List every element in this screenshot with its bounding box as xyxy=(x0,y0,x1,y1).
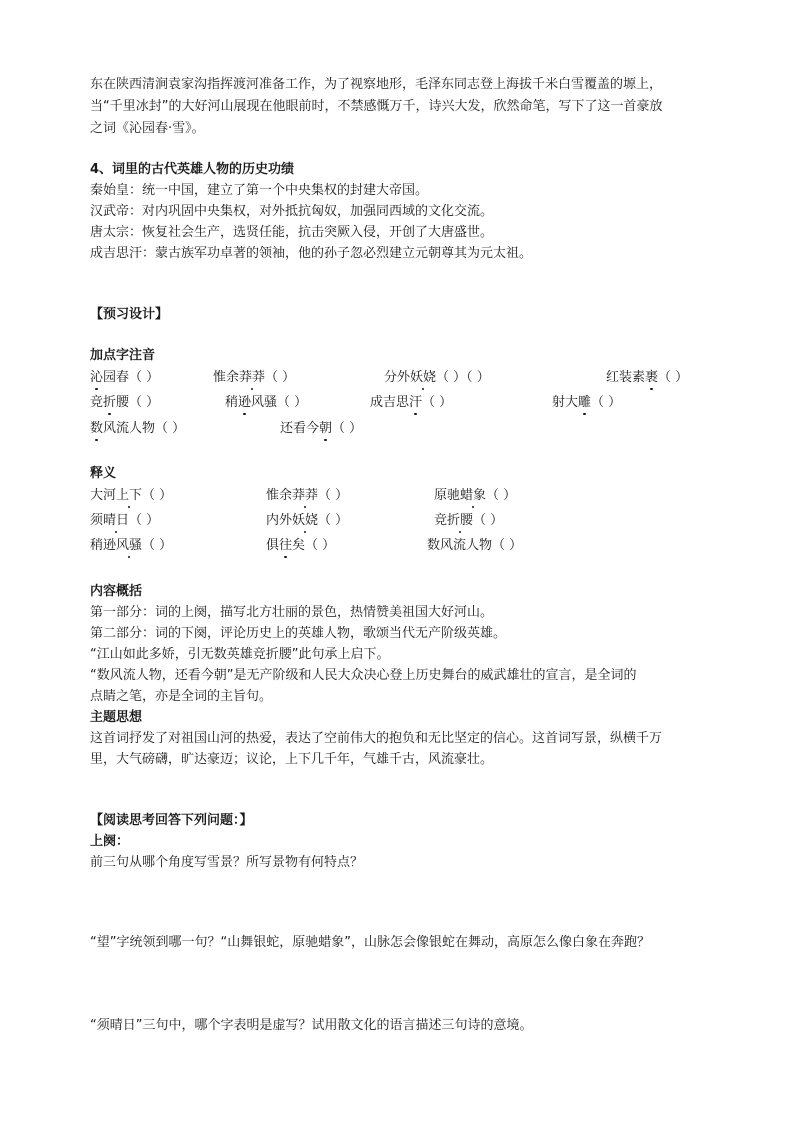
meaning-item: 惟余莽莽（ ） xyxy=(266,488,349,503)
pinyin-item: 射大雕（ ） xyxy=(552,395,622,410)
reading-question: “须晴日”三句中，哪个字表明是虚写？试用散文化的语言描述三句诗的意境。 xyxy=(90,1018,533,1033)
meaning-item: 原驰蜡象（ ） xyxy=(434,488,517,503)
hero-item: 唐太宗：恢复社会生产，选贤任能，抗击突厥入侵，开创了大唐盛世。 xyxy=(90,225,494,240)
summary-line: “江山如此多娇，引无数英雄竞折腰”此句承上启下。 xyxy=(90,647,390,662)
reading-part-label: 上阕： xyxy=(90,834,130,849)
meaning-item: 大河上下（ ） xyxy=(90,488,173,503)
theme-line: 里，大气磅礴，旷达豪迈；议论，上下几千年，气雄千古，风流豪壮。 xyxy=(90,752,494,767)
reading-question: “望”字统领到哪一句？“山舞银蛇，原驰蜡象”，山脉怎会像银蛇在舞动，高原怎么像白象在奔跑？ xyxy=(90,935,650,950)
meaning-item: 竞折腰（ ） xyxy=(434,513,504,528)
reading-heading: 【阅读思考回答下列问题：】 xyxy=(90,813,253,828)
pinyin-item: 成吉思汗（ ） xyxy=(370,395,453,410)
pinyin-item: 稍逊风骚（ ） xyxy=(225,395,308,410)
theme-line: 这首词抒发了对祖国山河的热爱，表达了空前伟大的抱负和无比坚定的信心。这首词写景，纵横千万 xyxy=(90,731,663,746)
summary-line: “数风流人物，还看今朝”是无产阶级和人民大众决心登上历史舞台的威武雄壮的宣言，是全词的 xyxy=(90,668,637,683)
pinyin-item: 沁园春（ ） xyxy=(90,370,160,385)
meaning-item: 俱往矣（ ） xyxy=(266,538,336,553)
intro-line-1: 东在陕西清涧袁家沟指挥渡河准备工作，为了视察地形，毛泽东同志登上海拔千米白雪覆盖的塬上， xyxy=(90,77,663,92)
pinyin-item: 数风流人物（ ） xyxy=(90,421,186,436)
hero-item: 秦始皇：统一中国，建立了第一个中央集权的封建大帝国。 xyxy=(90,183,429,198)
pinyin-item: 红装素裹（ ） xyxy=(606,370,689,385)
hero-item: 成吉思汗：蒙古族军功卓著的领袖，他的孙子忽必烈建立元朝尊其为元太祖。 xyxy=(90,246,533,261)
intro-line-3: 之词《沁园春·雪》。 xyxy=(90,121,205,136)
preview-heading: 【预习设计】 xyxy=(90,307,169,322)
meaning-item: 须晴日（ ） xyxy=(90,513,160,528)
pinyin-heading: 加点字注音 xyxy=(90,348,156,363)
reading-question: 前三句从哪个角度写雪景？所写景物有何特点？ xyxy=(90,855,364,870)
pinyin-item: 竞折腰（ ） xyxy=(90,395,160,410)
intro-line-2: 当“千里冰封”的大好河山展现在他眼前时，不禁感慨万千，诗兴大发，欣然命笔，写下了这一首豪放 xyxy=(90,99,663,114)
hero-item: 汉武帝：对内巩固中央集权，对外抵抗匈奴，加强同西域的文化交流。 xyxy=(90,204,494,219)
meaning-item: 数风流人物（ ） xyxy=(427,538,523,553)
meaning-item: 内外妖娆（ ） xyxy=(266,513,349,528)
heroes-heading: 4、词里的古代英雄人物的历史功绩 xyxy=(90,162,295,177)
meaning-heading: 释义 xyxy=(90,466,117,481)
summary-heading: 内容概括 xyxy=(90,584,143,599)
summary-line: 第一部分：词的上阕，描写北方壮丽的景色，热情赞美祖国大好河山。 xyxy=(90,605,494,620)
theme-heading: 主题思想 xyxy=(90,710,143,725)
summary-line: 第二部分：词的下阕，评论历史上的英雄人物，歌颂当代无产阶级英雄。 xyxy=(90,626,507,641)
pinyin-item: 分外妖娆（ ）（ ） xyxy=(384,370,490,385)
meaning-item: 稍逊风骚（ ） xyxy=(90,538,173,553)
summary-line: 点睛之笔，亦是全词的主旨句。 xyxy=(90,689,273,704)
pinyin-item: 还看今朝（ ） xyxy=(280,421,363,436)
pinyin-item: 惟余莽莽（ ） xyxy=(213,370,296,385)
